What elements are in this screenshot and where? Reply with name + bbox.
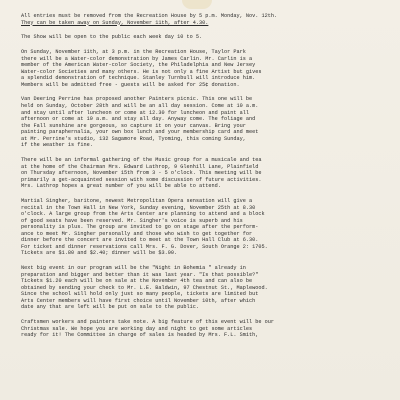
text-line: Members will be admitted free - guests will be asked for 25¢ donation. (21, 81, 240, 88)
paragraph-show-hours (21, 34, 391, 41)
text-line: on Thursday afternoon, November 15th from 3 - 5 o'clock. This meeting will be (21, 170, 262, 177)
text-line: member of the American Water-color Society, the Philadelphia and New Jersey (21, 62, 256, 69)
text-line: personality is plus. The group are invited to go on stage after the perform- (21, 224, 259, 231)
text-line: Craftsmen workers and painters take note. A big feature of this event will be our (21, 319, 274, 326)
text-line: o'clock. A large group from the Arts Center are planning to attend and a block (21, 211, 265, 218)
text-line: and stay until after luncheon or come at 12.30 for luncheon and paint all (21, 109, 249, 116)
text-line: preparation and bigger and better than it was last year. "Is that possible?" (21, 271, 259, 278)
text-line: there will be a Water-color demonstration by James Carlin. Mr. Carlin is a (21, 55, 253, 62)
text-line: Water-color Societies and many others. He is not only a fine Artist but gives (21, 68, 262, 75)
paragraph-music-group (21, 157, 391, 190)
text-line: Since the school will hold only just so many people, tickets are limited but (21, 291, 259, 298)
text-line: the Fall sunshine are gorgeous, so capture it on your canvas. Bring your (21, 122, 246, 129)
text-line: afternoon or come at 10 a.m. and stay all day. Anyway come. The foliage and (21, 116, 256, 123)
text-line: Christmas sale. We hope you are working day and night to get some articles (21, 325, 253, 332)
text-line: primarily a get-acquainted session with some discussion of future activities. (21, 176, 262, 183)
text-line: held on Sunday, October 28th and will be an all day session. Come at 10 a.m. (21, 103, 259, 110)
text-line: date any that are left will be put on sale to the public. (21, 304, 200, 311)
text-line: a splendid demonstration of technique. Stanley Turnbull will introduce him. (21, 75, 256, 82)
text-line: All entries must be removed from the Recreation House by 5 p.m. Monday, Nov. 12th. (21, 13, 278, 19)
text-line: For ticket and dinner reservations call Mrs. F. G. Dover, South Orange 2: 1705. (21, 243, 268, 250)
paragraph-recital (21, 198, 391, 257)
text-line: obtained by sending your check to Mr. L.E. Baldwin, 97 Chestnut St., Maplewood. (21, 284, 268, 291)
text-line: On Sunday, November 11th, at 3 p.m. in the Recreation House, Taylor Park (21, 49, 246, 56)
text-line: at Mr. Perrine's studio, 132 Sagamore Road, Tyoming, this coming Sunday, (21, 135, 246, 142)
text-line: Martial Singher, baritone, newest Metropolitan Opera sensation will give a (21, 197, 253, 204)
text-line: of good seats have been reserved. Mr. Singher's voice is superb and his (21, 217, 243, 224)
text-line: Van Deering Perrine has proposed another Painters picnic. This one will be (21, 96, 253, 103)
text-line: There will be an informal gathering of the Music group for a musicale and tea (21, 157, 262, 164)
text-line: recital in the Town Hall in New York, Sunday evening, November 25th at 8.30 (21, 204, 256, 211)
text-line: painting paraphernalia, your own box lunch and your membership card and meet (21, 129, 259, 136)
text-line: if the weather is fine. (21, 142, 93, 149)
text-line: ance to meet Mr. Singher personally and those who wish to get together for (21, 230, 253, 237)
text-line: Mrs. Lathrop hopes a great number of you will be able to attend. (21, 183, 221, 190)
paper-stain (182, 0, 212, 9)
paragraph-craftsmen (21, 319, 391, 339)
text-line: ready for it! The Committee in charge of sales is headed by Mrs. F.L. Smith, (21, 332, 259, 339)
paragraph-demonstration (21, 49, 391, 88)
text-line: Arts Center members will have first choice until November 10th, after which (21, 297, 256, 304)
paragraph-painters-picnic (21, 96, 391, 148)
text-line: The Show will be open to the public each week day 10 to 5. (21, 34, 203, 41)
paragraph-night-in-bohemia (21, 265, 391, 311)
text-line: They can be taken away on Sunday, November 11th, after 4.30. (21, 19, 209, 26)
text-line: Tickets $1.20 each will be on sale at the November 4th tea and can also be (21, 278, 253, 285)
text-line: dinner before the concert are invited to meet at the Town Hall Club at 6.30. (21, 237, 259, 244)
text-line: Tickets are $1.80 and $2.40; dinner will be $3.00. (21, 250, 178, 257)
text-line: at the home of the Chairman Mrs. Edward Lathrop, 9 Glenhill Lane, Plainfield (21, 163, 259, 170)
text-line: Next big event in our program will be the "Night in Bohemia " already in (21, 265, 246, 272)
paragraph-removal-notice (21, 13, 391, 26)
newsletter-text (21, 13, 391, 347)
